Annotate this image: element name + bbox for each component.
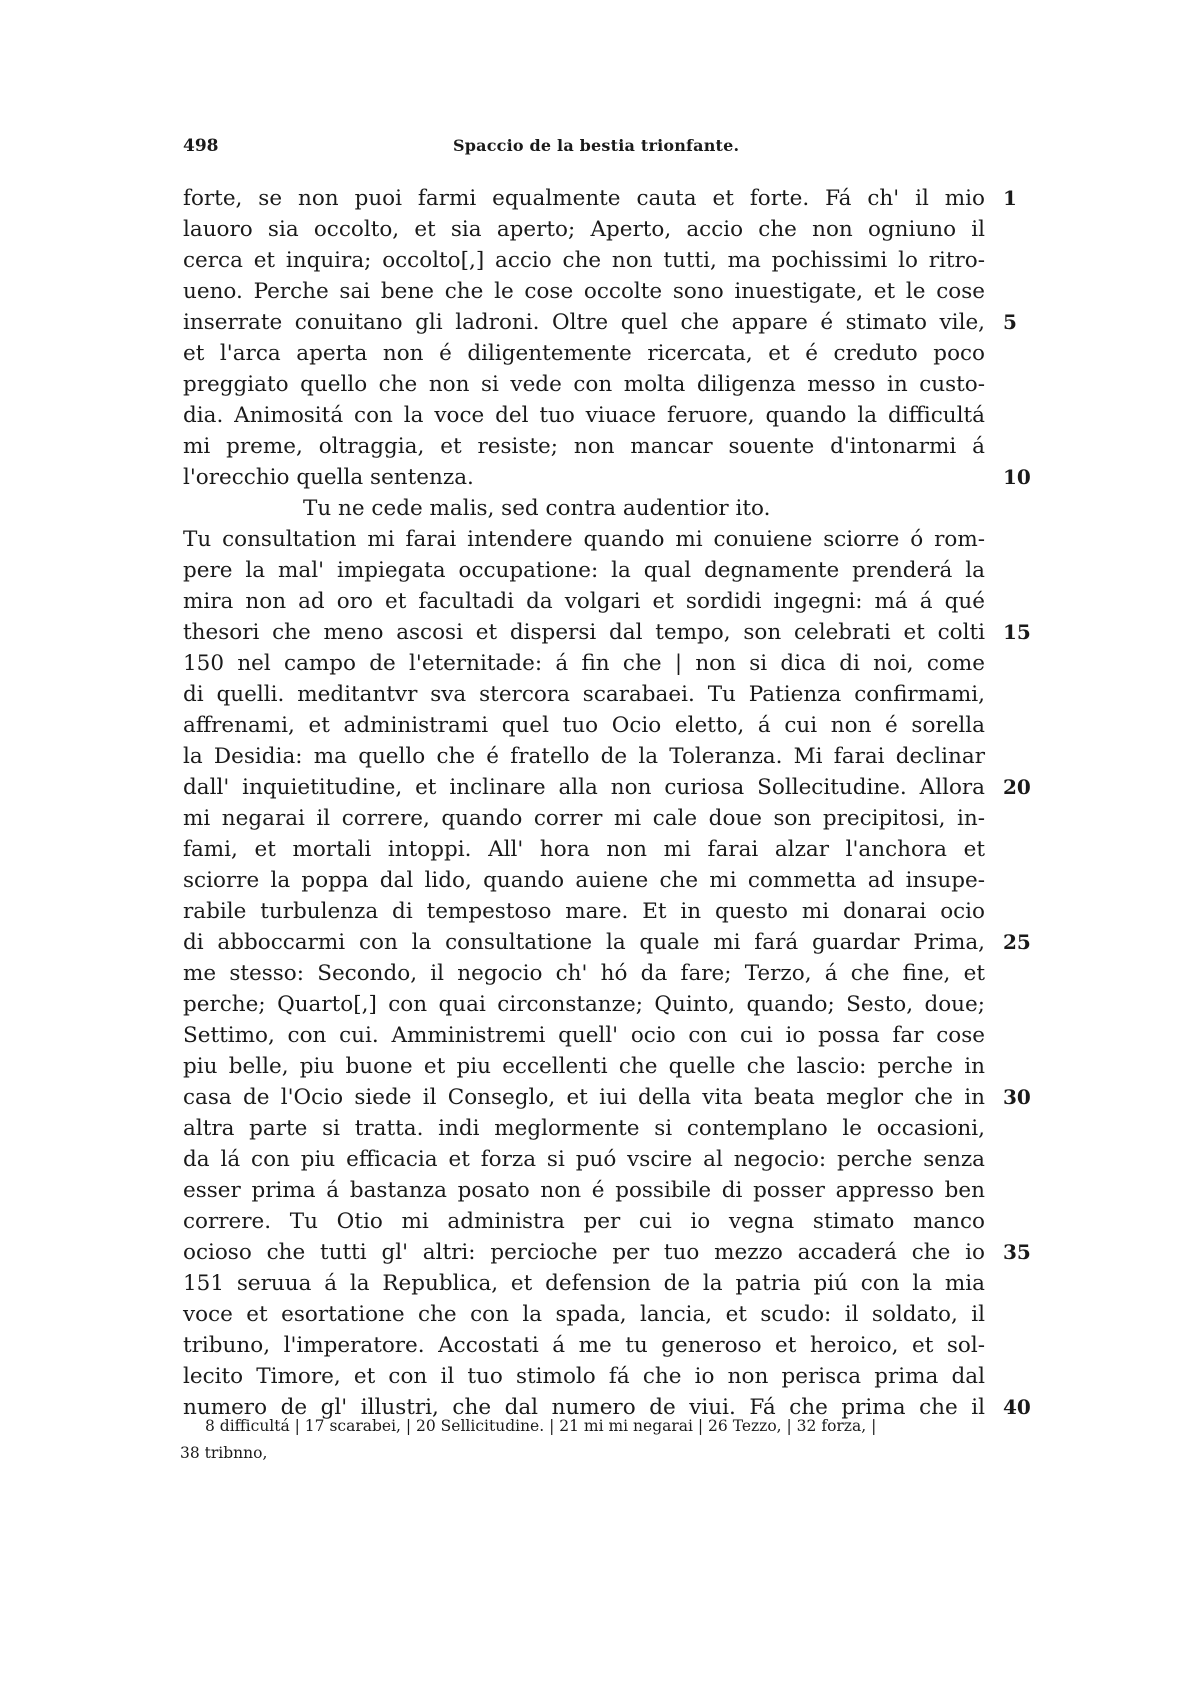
line-text: mi preme, oltraggia, et resiste; non mancar souente d'intonarmi á [183,434,985,459]
line-text: correre. Tu Otio mi administra per cui io vegna stimato manco [183,1209,985,1234]
line-text: forte, se non puoi farmi equalmente cauta et forte. Fá ch' il mio [183,186,985,211]
main-text [183,183,1031,1423]
line-text: di abboccarmi con la consultatione la quale mi fará guardar Prima, [183,930,985,955]
text-line [183,1206,985,1237]
line-text: voce et esortatione che con la spada, lancia, et scudo: il soldato, il [183,1302,985,1327]
line-text: perche; Quarto[,] con quai circonstanze; Quinto, quando; Sesto, doue; [183,992,985,1017]
text-line [183,1237,1031,1268]
text-line [183,524,985,555]
text-line [183,1175,985,1206]
line-number: 15 [1003,620,1031,644]
line-text: esser prima á bastanza posato non é possibile di posser appresso ben [183,1178,985,1203]
line-text: fami, et mortali intoppi. All' hora non mi farai alzar l'anchora et [183,837,985,862]
text-line [183,1113,985,1144]
line-number: 30 [1003,1085,1031,1109]
line-text: thesori che meno ascosi et dispersi dal tempo, son celebrati et colti [183,620,985,645]
line-text: affrenami, et administrami quel tuo Ocio eletto, á cui non é sorella [183,713,985,738]
text-line [183,338,985,369]
footnote-line: 38 tribnno, [180,1444,268,1462]
text-line [183,1268,985,1299]
text-line [183,462,1031,493]
line-text: di quelli. meditantvr sva stercora scarabaei. Tu Patienza confirmami, [183,682,985,707]
text-line [183,927,1031,958]
text-line [183,1020,985,1051]
line-number: 10 [1003,465,1031,489]
line-number: 5 [1003,310,1017,334]
text-line [183,183,1017,214]
text-line [183,803,985,834]
line-text: mi negarai il correre, quando correr mi cale doue son precipitosi, in- [183,806,985,831]
line-text: pere la mal' impiegata occupatione: la qual degnamente prenderá la [183,558,985,583]
text-line [183,493,985,524]
line-text: Settimo, con cui. Amministremi quell' ocio con cui io possa far cose [183,1023,985,1048]
text-line [183,865,985,896]
line-text: cerca et inquira; occolto[,] accio che non tutti, ma pochissimi lo ritro- [183,248,985,273]
text-line [183,1330,985,1361]
text-line [183,245,985,276]
line-text: la Desidia: ma quello che é fratello de la Toleranza. Mi farai declinar [183,744,985,769]
text-line [183,1082,1031,1113]
line-text: casa de l'Ocio siede il Conseglo, et iui della vita beata meglor che in [183,1085,985,1110]
text-line [183,1144,985,1175]
line-text: l'orecchio quella sentenza. [183,465,474,490]
text-line [183,958,985,989]
line-text: preggiato quello che non si vede con molta diligenza messo in custo- [183,372,985,397]
text-line [183,586,985,617]
line-text: dall' inquietitudine, et inclinare alla non curiosa Sollecitudine. Allora [183,775,985,800]
line-text: 151 seruua á la Republica, et defension de la patria piú con la mia [183,1271,985,1296]
line-text: lecito Timore, et con il tuo stimolo fá che io non perisca prima dal [183,1364,985,1389]
line-text: dia. Animositá con la voce del tuo viuace feruore, quando la difficultá [183,403,985,428]
footnotes [180,1413,1025,1467]
running-title: Spaccio de la bestia trionfante. [453,136,740,155]
text-line [183,896,985,927]
text-line [183,400,985,431]
line-text: rabile turbulenza di tempestoso mare. Et in questo mi donarai ocio [183,899,985,924]
page-number: 498 [183,136,219,156]
line-text: inserrate conuitano gli ladroni. Oltre quel che appare é stimato vile, [183,310,985,335]
line-text: numero de gl' illustri, che dal numero de viui. Fá che prima che il [183,1395,985,1420]
text-line [183,741,985,772]
text-line [183,989,985,1020]
line-text: lauoro sia occolto, et sia aperto; Aperto, accio che non ogniuno il [183,217,985,242]
text-line [183,555,985,586]
line-text: Tu consultation mi farai intendere quando mi conuiene sciorre ó rom- [183,527,985,552]
line-text: mira non ad oro et facultadi da volgari et sordidi ingegni: má á qué [183,589,985,614]
line-text: tribuno, l'imperatore. Accostati á me tu generoso et heroico, et sol- [183,1333,985,1358]
text-line [183,214,985,245]
text-line [183,679,985,710]
text-line [183,772,1031,803]
line-text: altra parte si tratta. indi meglormente si contemplano le occasioni, [183,1116,985,1141]
line-number: 40 [1003,1395,1031,1419]
text-line [183,834,985,865]
text-line [183,276,985,307]
text-line [183,431,985,462]
line-text: piu belle, piu buone et piu eccellenti che quelle che lascio: perche in [183,1054,985,1079]
text-line [183,710,985,741]
line-text: sciorre la poppa dal lido, quando auiene che mi commetta ad insupe- [183,868,985,893]
line-text: 150 nel campo de l'eternitade: á fin che | non si dica di noi, come [183,651,985,676]
text-line [183,369,985,400]
line-number: 20 [1003,775,1031,799]
text-line [183,1299,985,1330]
running-head [183,136,1003,160]
line-text: ueno. Perche sai bene che le cose occolte sono inuestigate, et le cose [183,279,985,304]
text-line [183,1361,985,1392]
line-number: 25 [1003,930,1031,954]
line-text: ocioso che tutti gl' altri: percioche per tuo mezzo accaderá che io [183,1240,985,1265]
line-text: da lá con piu efficacia et forza si puó vscire al negocio: perche senza [183,1147,985,1172]
line-number: 35 [1003,1240,1031,1264]
line-text: et l'arca aperta non é diligentemente ricercata, et é creduto poco [183,341,985,366]
line-text: Tu ne cede malis, sed contra audentior ito. [303,496,771,521]
text-line [183,648,985,679]
text-line [183,1051,985,1082]
text-line [183,307,1017,338]
text-line [183,617,1031,648]
line-text: me stesso: Secondo, il negocio ch' hó da fare; Terzo, á che fine, et [183,961,985,986]
line-number: 1 [1003,186,1017,210]
footnote-line: 8 difficultá | 17 scarabei, | 20 Sellicitudine. | 21 mi mi negarai | 26 Tezzo, | 32 forza, | [205,1417,877,1435]
